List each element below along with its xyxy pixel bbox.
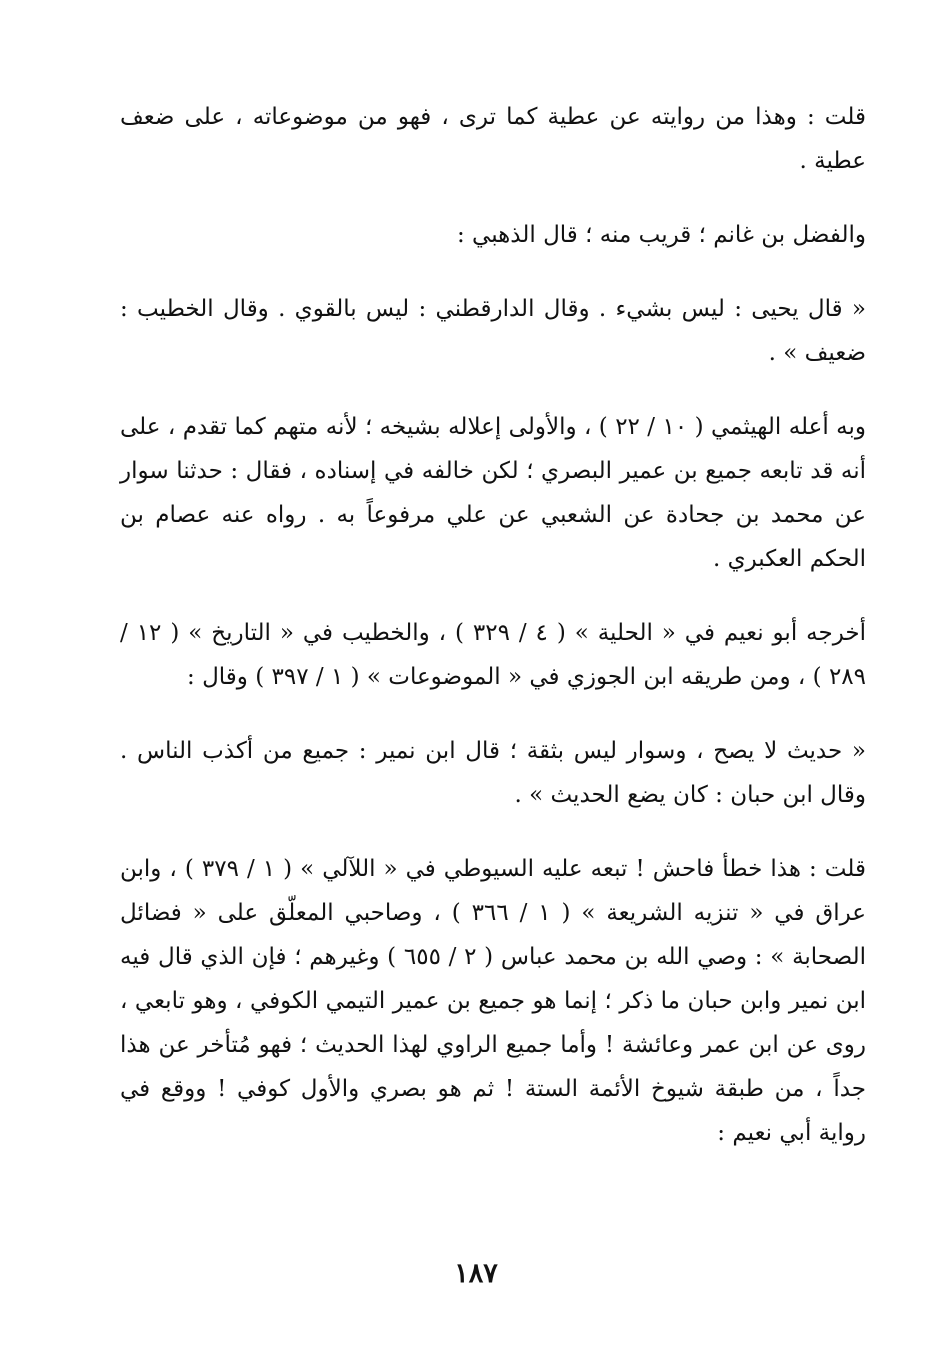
paragraph-6: « حديث لا يصح ، وسوار ليس بثقة ؛ قال ابن نمير : جميع من أكذب الناس . وقال ابن حبان : كان يضع الحديث » . — [120, 738, 866, 808]
paragraph-4: وبه أعله الهيثمي ( ١٠ / ٢٢ ) ، والأولى إعلاله بشيخه ؛ لأنه متهم كما تقدم ، على أنه قد تابعه جميع بن عمير البصري ؛ لكن خالفه في إسناده ، فقال : حدثنا سوار عن محمد بن جحادة عن الشعبي عن علي مرفوعاً به . رواه عنه عصام بن الحكم العكبري . — [120, 414, 867, 572]
paragraph-5: أخرجه أبو نعيم في « الحلية » ( ٤ / ٣٢٩ ) ، والخطيب في « التاريخ » ( ١٢ / ٢٨٩ ) ، ومن طريقه ابن الجوزي في « الموضوعات » ( ١ / ٣٩٧ ) وقال : — [120, 620, 866, 690]
page-body — [120, 95, 866, 1185]
paragraph-1: قلت : وهذا من روايته عن عطية كما ترى ، فهو من موضوعاته ، على ضعف عطية . — [120, 104, 866, 174]
page-number: ١٨٧ — [454, 1258, 498, 1289]
paragraph-2: والفضل بن غانم ؛ قريب منه ؛ قال الذهبي : — [456, 222, 866, 248]
paragraph-3: « قال يحيى : ليس بشيء . وقال الدارقطني : ليس بالقوي . وقال الخطيب : ضعيف » . — [120, 296, 866, 366]
paragraph-7: قلت : هذا خطأ فاحش ! تبعه عليه السيوطي في « اللآلي » ( ١ / ٣٧٩ ) ، وابن عراق في « تنزيه الشريعة » ( ١ / ٣٦٦ ) ، وصاحبي المعلّق على « فضائل الصحابة » : وصي الله بن محمد عباس ( ٢ / ٦٥٥ ) وغيرهم ؛ فإن الذي قال فيه ابن نمير وابن حبان ما ذكر ؛ إنما هو جميع بن عمير التيمي الكوفي ، وهو تابعي ، روى عن ابن عمر وعائشة ! وأما جميع الراوي لهذا الحديث ؛ فهو مُتأخر عن هذا جداً ، من طبقة شيوخ الأئمة الستة ! ثم هو بصري والأول كوفي ! ووقع في رواية أبي نعيم : — [120, 856, 867, 1146]
